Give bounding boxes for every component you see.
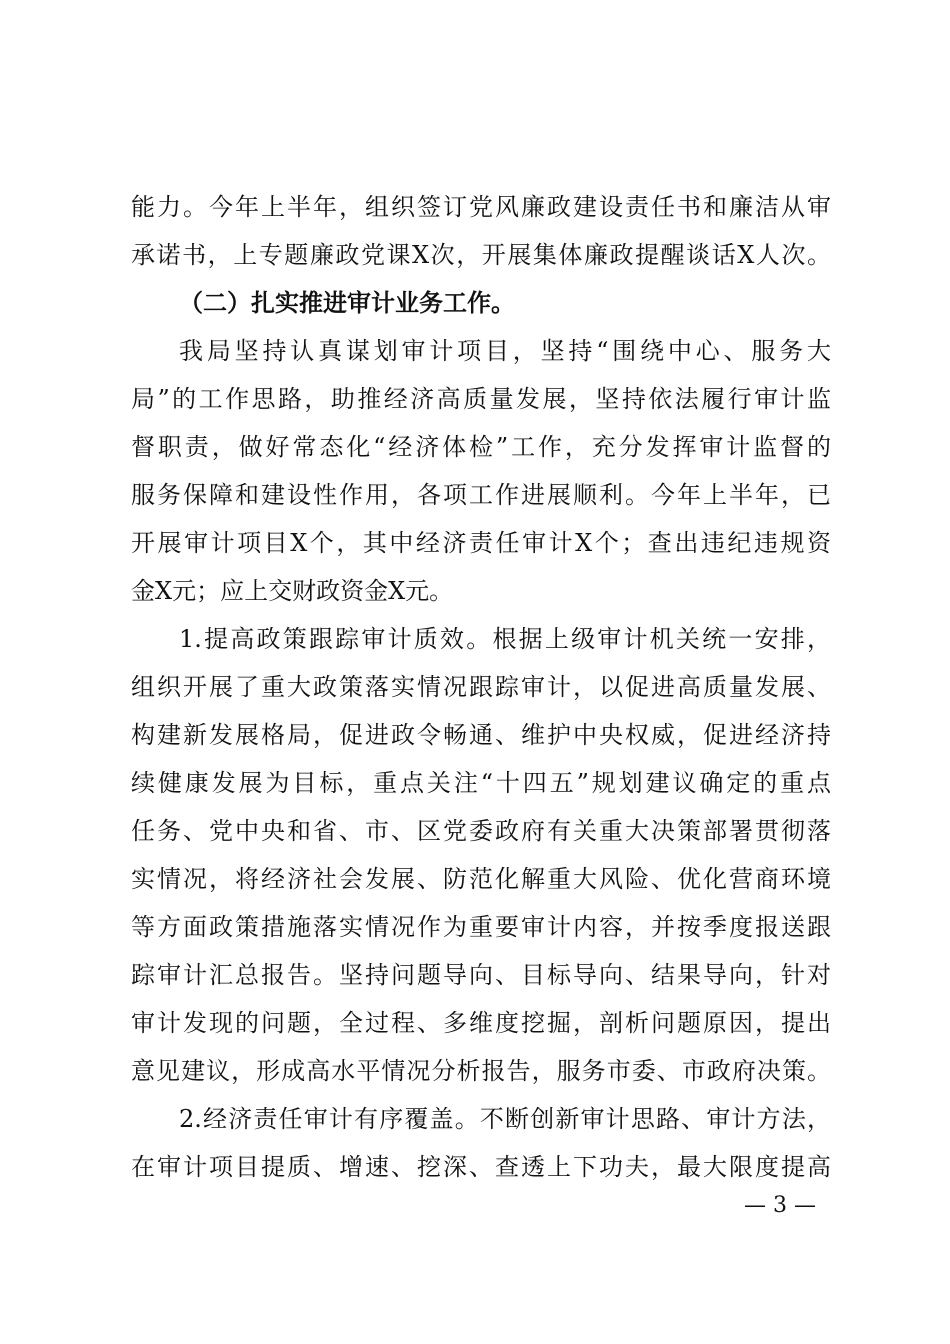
text-line: 开展审计项目X个，其中经济责任审计X个；查出违纪违规资: [131, 529, 831, 557]
text-line: 在审计项目提质、增速、挖深、查透上下功夫，最大限度提高: [131, 1153, 831, 1181]
text-line: 实情况，将经济社会发展、防范化解重大风险、优化营商环境: [131, 865, 831, 893]
text-line: 续健康发展为目标，重点关注“十四五”规划建议确定的重点: [131, 769, 831, 797]
section-heading: （二）扎实推进审计业务工作。: [179, 288, 515, 317]
text-line: 2.经济责任审计有序覆盖。不断创新审计思路、审计方法，: [179, 1105, 831, 1133]
text-line: 1.提高政策跟踪审计质效。根据上级审计机关统一安排，: [179, 625, 831, 653]
page-number: — 3 —: [744, 1193, 816, 1218]
text-line: 承诺书，上专题廉政党课X次，开展集体廉政提醒谈话X人次。: [131, 241, 831, 269]
text-line: 构建新发展格局，促进政令畅通、维护中央权威，促进经济持: [131, 721, 831, 749]
text-line: 任务、党中央和省、市、区党委政府有关重大决策部署贯彻落: [131, 817, 831, 845]
text-line: 金X元；应上交财政资金X元。: [131, 577, 454, 605]
text-line: 等方面政策措施落实情况作为重要审计内容，并按季度报送跟: [131, 913, 831, 941]
text-line: 组织开展了重大政策落实情况跟踪审计，以促进高质量发展、: [131, 673, 831, 701]
text-line: 我局坚持认真谋划审计项目，坚持“围绕中心、服务大: [179, 337, 831, 365]
text-line: 服务保障和建设性作用，各项工作进展顺利。今年上半年，已: [131, 481, 831, 509]
text-line: 督职责，做好常态化“经济体检”工作，充分发挥审计监督的: [131, 433, 831, 461]
text-line: 局”的工作思路，助推经济高质量发展，坚持依法履行审计监: [131, 385, 831, 413]
text-line: 踪审计汇总报告。坚持问题导向、目标导向、结果导向，针对: [131, 961, 831, 989]
text-line: 意见建议，形成高水平情况分析报告，服务市委、市政府决策。: [131, 1057, 831, 1085]
text-line: 审计发现的问题，全过程、多维度挖掘，剖析问题原因，提出: [131, 1009, 831, 1037]
text-line: 能力。今年上半年，组织签订党风廉政建设责任书和廉洁从审: [131, 193, 831, 221]
